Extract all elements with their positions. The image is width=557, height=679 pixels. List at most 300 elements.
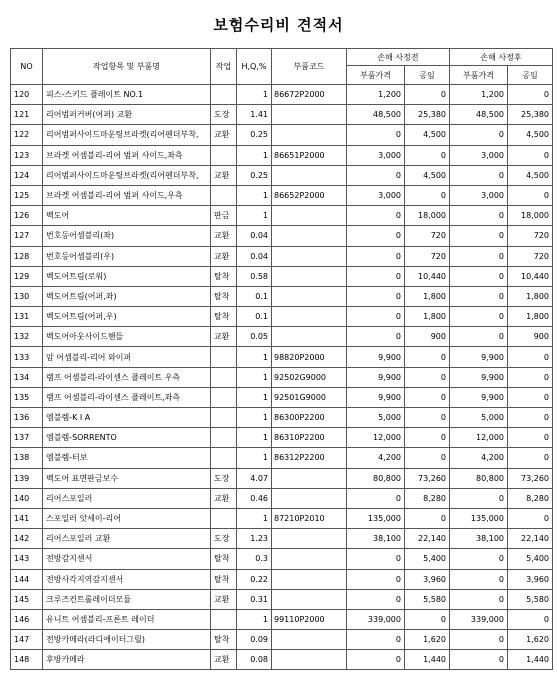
header-before-price: 부품가격 — [347, 66, 405, 85]
row-before-price: 0 — [347, 307, 405, 327]
row-before-price: 9,900 — [347, 347, 405, 367]
row-no: 126 — [11, 206, 43, 226]
row-item-name: 리어스포일러 교환 — [43, 529, 211, 549]
row-after-labor: 10,440 — [508, 266, 553, 286]
row-after-labor: 0 — [508, 428, 553, 448]
row-before-labor: 900 — [405, 327, 450, 347]
table-row — [11, 145, 553, 165]
row-after-labor: 0 — [508, 387, 553, 407]
row-no: 136 — [11, 408, 43, 428]
row-hq: 1 — [237, 508, 272, 528]
row-part-code — [272, 206, 347, 226]
row-after-labor: 5,400 — [508, 549, 553, 569]
row-hq: 1.23 — [237, 529, 272, 549]
row-work-type: 탈착 — [211, 307, 237, 327]
row-after-price: 0 — [450, 630, 508, 650]
row-item-name: 전방사각지역감지센서 — [43, 569, 211, 589]
row-after-labor: 18,000 — [508, 206, 553, 226]
row-after-price: 9,900 — [450, 347, 508, 367]
table-body — [11, 85, 553, 670]
row-before-labor: 1,440 — [405, 650, 450, 670]
table-row — [11, 630, 553, 650]
row-after-price: 80,800 — [450, 468, 508, 488]
row-work-type: 탈착 — [211, 630, 237, 650]
row-part-code — [272, 630, 347, 650]
row-hq: 0.1 — [237, 307, 272, 327]
row-no: 129 — [11, 266, 43, 286]
row-before-labor: 4,500 — [405, 125, 450, 145]
row-item-name: 피스-스키드 플레이트 NO.1 — [43, 85, 211, 105]
row-before-labor: 8,280 — [405, 488, 450, 508]
table-header — [11, 49, 553, 85]
row-part-code — [272, 246, 347, 266]
row-before-price: 9,900 — [347, 367, 405, 387]
row-after-price: 0 — [450, 327, 508, 347]
row-hq: 0.09 — [237, 630, 272, 650]
row-before-price: 48,500 — [347, 105, 405, 125]
row-hq: 1 — [237, 185, 272, 205]
row-after-price: 0 — [450, 549, 508, 569]
header-after-price: 부품가격 — [450, 66, 508, 85]
row-item-name: 암 어셈블리-리어 와이퍼 — [43, 347, 211, 367]
row-work-type — [211, 448, 237, 468]
row-no: 130 — [11, 286, 43, 306]
row-before-labor: 0 — [405, 408, 450, 428]
row-before-price: 0 — [347, 266, 405, 286]
table-row — [11, 286, 553, 306]
row-part-code: 86312P2200 — [272, 448, 347, 468]
row-before-labor: 10,440 — [405, 266, 450, 286]
row-part-code — [272, 549, 347, 569]
row-work-type — [211, 185, 237, 205]
row-item-name: 번호등어셈블리(좌) — [43, 226, 211, 246]
row-after-price: 4,200 — [450, 448, 508, 468]
row-before-price: 80,800 — [347, 468, 405, 488]
row-hq: 0.22 — [237, 569, 272, 589]
row-work-type: 판금 — [211, 206, 237, 226]
row-before-price: 0 — [347, 246, 405, 266]
row-item-name: 엠블렘-K I A — [43, 408, 211, 428]
row-before-price: 0 — [347, 650, 405, 670]
row-after-labor: 0 — [508, 347, 553, 367]
header-code: 부품코드 — [272, 49, 347, 85]
row-hq: 1 — [237, 428, 272, 448]
header-hq: H,Q,% — [237, 49, 272, 85]
row-before-labor: 0 — [405, 428, 450, 448]
row-after-labor: 1,620 — [508, 630, 553, 650]
table-row — [11, 529, 553, 549]
row-after-price: 0 — [450, 650, 508, 670]
row-work-type: 탈착 — [211, 266, 237, 286]
row-item-name: 백도어트림(로워) — [43, 266, 211, 286]
table-row — [11, 327, 553, 347]
row-item-name: 번호등어셈블리(우) — [43, 246, 211, 266]
row-item-name: 백도어 표면판금보수 — [43, 468, 211, 488]
table-row — [11, 387, 553, 407]
row-before-price: 0 — [347, 125, 405, 145]
row-work-type: 도장 — [211, 468, 237, 488]
row-after-price: 0 — [450, 246, 508, 266]
row-before-price: 1,200 — [347, 85, 405, 105]
row-after-price: 0 — [450, 569, 508, 589]
row-item-name: 리어스포일러 — [43, 488, 211, 508]
row-work-type: 교환 — [211, 589, 237, 609]
row-after-price: 0 — [450, 165, 508, 185]
row-item-name: 브라켓 어셈블리-리어 범퍼 사이드,좌측 — [43, 145, 211, 165]
row-before-labor: 0 — [405, 185, 450, 205]
table-row — [11, 609, 553, 629]
row-before-price: 3,000 — [347, 145, 405, 165]
table-row — [11, 307, 553, 327]
row-part-code: 92502G9000 — [272, 367, 347, 387]
row-after-price: 0 — [450, 488, 508, 508]
table-row — [11, 468, 553, 488]
row-before-price: 0 — [347, 226, 405, 246]
table-row — [11, 347, 553, 367]
row-part-code: 86300P2200 — [272, 408, 347, 428]
row-work-type: 탈착 — [211, 286, 237, 306]
row-no: 122 — [11, 125, 43, 145]
row-work-type: 탈착 — [211, 549, 237, 569]
table-row — [11, 589, 553, 609]
row-after-labor: 720 — [508, 246, 553, 266]
row-part-code — [272, 165, 347, 185]
table-row — [11, 206, 553, 226]
row-before-labor: 18,000 — [405, 206, 450, 226]
row-hq: 1 — [237, 609, 272, 629]
row-work-type: 교환 — [211, 488, 237, 508]
row-before-price: 0 — [347, 327, 405, 347]
table-row — [11, 226, 553, 246]
row-no: 133 — [11, 347, 43, 367]
row-item-name: 엠블렘-SORRENTO — [43, 428, 211, 448]
row-item-name: 리어범퍼사이드마운팅브라켓(리어펜더부착, — [43, 165, 211, 185]
row-after-labor: 900 — [508, 327, 553, 347]
row-no: 121 — [11, 105, 43, 125]
row-hq: 0.04 — [237, 226, 272, 246]
row-before-price: 0 — [347, 589, 405, 609]
row-part-code — [272, 105, 347, 125]
row-hq: 0.1 — [237, 286, 272, 306]
row-before-price: 0 — [347, 165, 405, 185]
table-row — [11, 266, 553, 286]
table-row — [11, 165, 553, 185]
row-part-code: 86672P2000 — [272, 85, 347, 105]
row-part-code: 92501G9000 — [272, 387, 347, 407]
row-hq: 0.04 — [237, 246, 272, 266]
row-before-labor: 0 — [405, 448, 450, 468]
row-before-labor: 4,500 — [405, 165, 450, 185]
row-before-labor: 0 — [405, 347, 450, 367]
header-work: 작업 — [211, 49, 237, 85]
row-before-price: 135,000 — [347, 508, 405, 528]
row-part-code: 86310P2200 — [272, 428, 347, 448]
row-after-price: 3,000 — [450, 145, 508, 165]
row-after-labor: 5,580 — [508, 589, 553, 609]
row-before-labor: 22,140 — [405, 529, 450, 549]
row-after-labor: 1,800 — [508, 307, 553, 327]
row-item-name: 백도어트림(어퍼,좌) — [43, 286, 211, 306]
row-before-price: 5,000 — [347, 408, 405, 428]
row-before-price: 0 — [347, 286, 405, 306]
row-before-price: 12,000 — [347, 428, 405, 448]
row-part-code — [272, 589, 347, 609]
row-work-type — [211, 85, 237, 105]
table-row — [11, 185, 553, 205]
row-after-price: 135,000 — [450, 508, 508, 528]
row-after-labor: 25,380 — [508, 105, 553, 125]
table-row — [11, 650, 553, 670]
row-after-price: 3,000 — [450, 185, 508, 205]
row-work-type — [211, 428, 237, 448]
row-part-code: 86652P2000 — [272, 185, 347, 205]
table-row — [11, 367, 553, 387]
row-item-name: 백도어트림(어퍼,우) — [43, 307, 211, 327]
row-after-labor: 73,260 — [508, 468, 553, 488]
row-hq: 0.25 — [237, 125, 272, 145]
row-no: 137 — [11, 428, 43, 448]
row-before-labor: 720 — [405, 246, 450, 266]
row-no: 146 — [11, 609, 43, 629]
row-after-labor: 0 — [508, 408, 553, 428]
row-hq: 1 — [237, 145, 272, 165]
row-after-price: 48,500 — [450, 105, 508, 125]
row-before-labor: 5,580 — [405, 589, 450, 609]
row-hq: 1 — [237, 408, 272, 428]
row-work-type — [211, 508, 237, 528]
row-after-labor: 8,280 — [508, 488, 553, 508]
row-item-name: 램프 어셈블리-라이센스 플레이트 우측 — [43, 367, 211, 387]
row-before-labor: 1,800 — [405, 307, 450, 327]
row-part-code: 99110P2000 — [272, 609, 347, 629]
row-item-name: 백도어아웃사이드핸들 — [43, 327, 211, 347]
row-no: 123 — [11, 145, 43, 165]
row-before-labor: 0 — [405, 367, 450, 387]
row-before-price: 3,000 — [347, 185, 405, 205]
table-row — [11, 85, 553, 105]
row-no: 127 — [11, 226, 43, 246]
row-after-price: 9,900 — [450, 367, 508, 387]
row-hq: 1 — [237, 347, 272, 367]
row-after-price: 0 — [450, 266, 508, 286]
row-hq: 0.25 — [237, 165, 272, 185]
row-part-code — [272, 307, 347, 327]
row-part-code — [272, 529, 347, 549]
row-after-price: 0 — [450, 286, 508, 306]
estimate-table — [10, 48, 553, 670]
row-after-labor: 0 — [508, 609, 553, 629]
row-no: 139 — [11, 468, 43, 488]
row-before-price: 9,900 — [347, 387, 405, 407]
row-part-code: 86651P2000 — [272, 145, 347, 165]
row-part-code — [272, 327, 347, 347]
row-after-price: 12,000 — [450, 428, 508, 448]
row-hq: 1 — [237, 367, 272, 387]
row-part-code — [272, 226, 347, 246]
row-part-code — [272, 569, 347, 589]
row-part-code — [272, 468, 347, 488]
row-no: 135 — [11, 387, 43, 407]
table-row — [11, 408, 553, 428]
row-item-name: 스포일러 앗세이-리어 — [43, 508, 211, 528]
row-item-name: 브라켓 어셈블리-리어 범퍼 사이드,우측 — [43, 185, 211, 205]
row-hq: 0.05 — [237, 327, 272, 347]
row-work-type: 교환 — [211, 125, 237, 145]
row-after-price: 0 — [450, 589, 508, 609]
row-no: 140 — [11, 488, 43, 508]
row-after-price: 0 — [450, 206, 508, 226]
document-title: 보험수리비 견적서 — [213, 16, 344, 34]
row-no: 145 — [11, 589, 43, 609]
row-item-name: 램프 어셈블리-라이센스 플레이트,좌측 — [43, 387, 211, 407]
row-after-labor: 3,960 — [508, 569, 553, 589]
row-work-type — [211, 367, 237, 387]
row-after-labor: 0 — [508, 508, 553, 528]
row-after-price: 5,000 — [450, 408, 508, 428]
row-hq: 4.07 — [237, 468, 272, 488]
row-before-labor: 73,260 — [405, 468, 450, 488]
table-row — [11, 508, 553, 528]
row-before-labor: 1,620 — [405, 630, 450, 650]
row-part-code: 98820P2000 — [272, 347, 347, 367]
row-after-labor: 0 — [508, 185, 553, 205]
row-hq: 0.58 — [237, 266, 272, 286]
header-before: 손해 사정전 — [347, 49, 450, 66]
row-before-labor: 0 — [405, 508, 450, 528]
row-after-labor: 0 — [508, 367, 553, 387]
row-work-type: 탈착 — [211, 569, 237, 589]
row-work-type — [211, 609, 237, 629]
row-hq: 1 — [237, 206, 272, 226]
header-before-labor: 공임 — [405, 66, 450, 85]
row-hq: 0.31 — [237, 589, 272, 609]
row-after-labor: 0 — [508, 85, 553, 105]
row-hq: 0.3 — [237, 549, 272, 569]
row-no: 120 — [11, 85, 43, 105]
row-work-type: 도장 — [211, 105, 237, 125]
row-after-price: 0 — [450, 125, 508, 145]
row-work-type: 교환 — [211, 246, 237, 266]
row-no: 144 — [11, 569, 43, 589]
row-item-name: 후방카메라 — [43, 650, 211, 670]
row-no: 134 — [11, 367, 43, 387]
row-item-name: 엠블렘-터보 — [43, 448, 211, 468]
row-work-type — [211, 145, 237, 165]
row-hq: 0.08 — [237, 650, 272, 670]
row-part-code — [272, 650, 347, 670]
header-no: NO — [11, 49, 43, 85]
table-row — [11, 549, 553, 569]
row-no: 128 — [11, 246, 43, 266]
row-hq: 0.46 — [237, 488, 272, 508]
row-item-name: 리어범퍼사이드마운팅브라켓(리어펜더부착, — [43, 125, 211, 145]
row-before-price: 339,000 — [347, 609, 405, 629]
row-item-name: 전방카메라(라디에이터그릴) — [43, 630, 211, 650]
row-before-labor: 0 — [405, 85, 450, 105]
row-item-name: 백도어 — [43, 206, 211, 226]
row-work-type — [211, 387, 237, 407]
row-no: 124 — [11, 165, 43, 185]
row-after-price: 0 — [450, 307, 508, 327]
row-before-labor: 1,800 — [405, 286, 450, 306]
row-after-labor: 4,500 — [508, 165, 553, 185]
row-hq: 1.41 — [237, 105, 272, 125]
row-before-labor: 3,960 — [405, 569, 450, 589]
row-after-labor: 1,800 — [508, 286, 553, 306]
row-before-labor: 5,400 — [405, 549, 450, 569]
row-after-labor: 0 — [508, 145, 553, 165]
row-after-price: 1,200 — [450, 85, 508, 105]
table-row — [11, 569, 553, 589]
row-item-name: 리어범퍼커버(어퍼) 교환 — [43, 105, 211, 125]
header-item: 작업항목 및 부품명 — [43, 49, 211, 85]
row-after-price: 0 — [450, 226, 508, 246]
row-part-code — [272, 266, 347, 286]
row-before-labor: 720 — [405, 226, 450, 246]
table-row — [11, 428, 553, 448]
row-part-code — [272, 286, 347, 306]
row-part-code: 87210P2010 — [272, 508, 347, 528]
row-before-price: 4,200 — [347, 448, 405, 468]
row-no: 131 — [11, 307, 43, 327]
row-hq: 1 — [237, 448, 272, 468]
row-work-type: 교환 — [211, 650, 237, 670]
row-after-labor: 4,500 — [508, 125, 553, 145]
row-no: 142 — [11, 529, 43, 549]
row-work-type: 도장 — [211, 529, 237, 549]
row-before-price: 0 — [347, 630, 405, 650]
row-item-name: 크루즈컨트롤레이더모듈 — [43, 589, 211, 609]
row-no: 148 — [11, 650, 43, 670]
row-before-labor: 0 — [405, 387, 450, 407]
row-work-type — [211, 347, 237, 367]
row-before-price: 0 — [347, 549, 405, 569]
row-no: 132 — [11, 327, 43, 347]
row-before-price: 0 — [347, 488, 405, 508]
row-before-labor: 0 — [405, 145, 450, 165]
row-hq: 1 — [237, 387, 272, 407]
row-hq: 1 — [237, 85, 272, 105]
row-no: 138 — [11, 448, 43, 468]
row-after-labor: 22,140 — [508, 529, 553, 549]
row-before-labor: 25,380 — [405, 105, 450, 125]
table-row — [11, 246, 553, 266]
table-row — [11, 488, 553, 508]
row-after-labor: 1,440 — [508, 650, 553, 670]
header-after: 손해 사정후 — [450, 49, 553, 66]
row-no: 147 — [11, 630, 43, 650]
row-after-price: 9,900 — [450, 387, 508, 407]
row-no: 125 — [11, 185, 43, 205]
row-work-type — [211, 408, 237, 428]
table-row — [11, 105, 553, 125]
row-after-price: 38,100 — [450, 529, 508, 549]
row-after-labor: 720 — [508, 226, 553, 246]
row-after-price: 339,000 — [450, 609, 508, 629]
row-after-labor: 0 — [508, 448, 553, 468]
row-part-code — [272, 125, 347, 145]
row-before-price: 0 — [347, 569, 405, 589]
row-before-price: 38,100 — [347, 529, 405, 549]
row-item-name: 전방감지센서 — [43, 549, 211, 569]
table-row — [11, 125, 553, 145]
row-work-type: 교환 — [211, 327, 237, 347]
row-work-type: 교환 — [211, 165, 237, 185]
table-row — [11, 448, 553, 468]
row-part-code — [272, 488, 347, 508]
row-before-price: 0 — [347, 206, 405, 226]
row-no: 141 — [11, 508, 43, 528]
